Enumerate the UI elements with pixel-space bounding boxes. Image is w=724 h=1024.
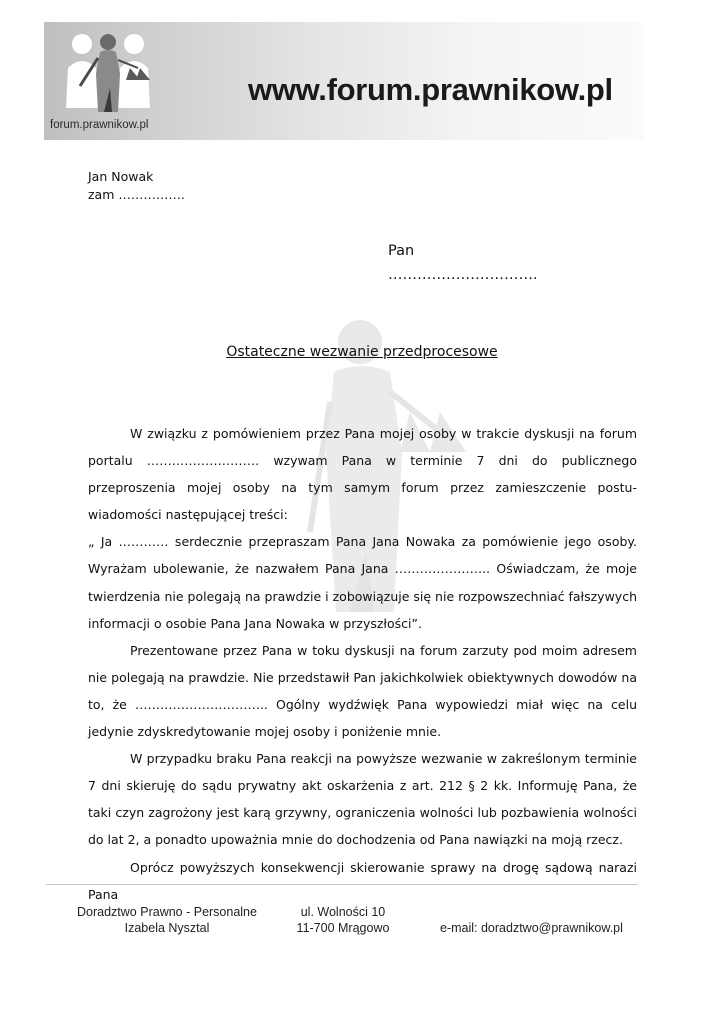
- body-paragraph: „ Ja ………… serdecznie przepraszam Pana Jana Nowaka za pomówienie jego osoby. Wyrażam ubolewanie, że nazwałem Pana Jana ………………….. Oświadczam, że moje twierdzenia nie polegają na prawdzie i zobowiązuje się nie rozpowszechniać fałszywych informacji o osobie Pana Jana Nowaka w przyszłości”.: [88, 534, 637, 631]
- body-paragraph: W przypadku braku Pana reakcji na powyższe wezwanie w zakreślonym terminie 7 dni skieruję do sądu prywatny akt oskarżenia z art. 212 § 2 kk. Informuję Pana, że taki czyn zagrożony jest karą grzywny, ograniczenia wolności lub pozbawienia wolności do lat 2, a ponadto upoważnia mnie do dochodzenia od Pana nawiązki na moją rzecz.: [88, 751, 637, 848]
- document-title: Ostateczne wezwanie przedprocesowe: [226, 344, 498, 360]
- sender-block: [88, 168, 185, 204]
- recipient-name: ………………………….: [388, 267, 538, 283]
- footer-email[interactable]: e-mail: doradztwo@prawnikow.pl: [440, 921, 623, 935]
- footer-street: ul. Wolności 10: [300, 905, 386, 919]
- recipient-block: [388, 239, 538, 287]
- sender-name: Jan Nowak: [88, 169, 154, 184]
- recipient-salutation: Pan: [388, 243, 415, 259]
- justice-figure-icon: [60, 28, 156, 118]
- logo-caption: forum.prawnikow.pl: [50, 119, 149, 131]
- document-body: [88, 420, 637, 908]
- footer-company-name: Doradztwo Prawno - Personalne: [77, 905, 257, 919]
- body-paragraph: Prezentowane przez Pana w toku dyskusji na forum zarzuty pod moim adresem nie polegają na prawdzie. Nie przedstawił Pan jakichkolwiek obiektywnych dowodów na to, że ………………………….. Ogólny wydźwięk Pana wypowiedzi miał więc na celu jedynie zdyskredytowanie mojej osoby i poniżenie mnie.: [88, 642, 637, 740]
- footer-city: 11-700 Mrągowo: [296, 921, 390, 935]
- footer-divider: [46, 884, 638, 885]
- header-banner: [44, 22, 644, 140]
- header-url[interactable]: www.forum.prawnikow.pl: [248, 72, 613, 107]
- footer-address: [288, 904, 398, 936]
- footer-company: [62, 904, 272, 936]
- body-paragraph: W związku z pomówieniem przez Pana mojej osoby w trakcie dyskusji na forum portalu ……………………… wzywam Pana w terminie 7 dni do publicznego przeproszenia mojej osoby na tym samym forum przez zamieszczenie postu-wiadomości następującej treści:: [88, 426, 637, 523]
- footer-owner-name: Izabela Nysztal: [124, 921, 210, 935]
- sender-address: zam …………….: [88, 187, 185, 202]
- body-paragraph: Oprócz powyższych konsekwencji skierowanie sprawy na drogę sądową narazi Pana: [88, 859, 637, 902]
